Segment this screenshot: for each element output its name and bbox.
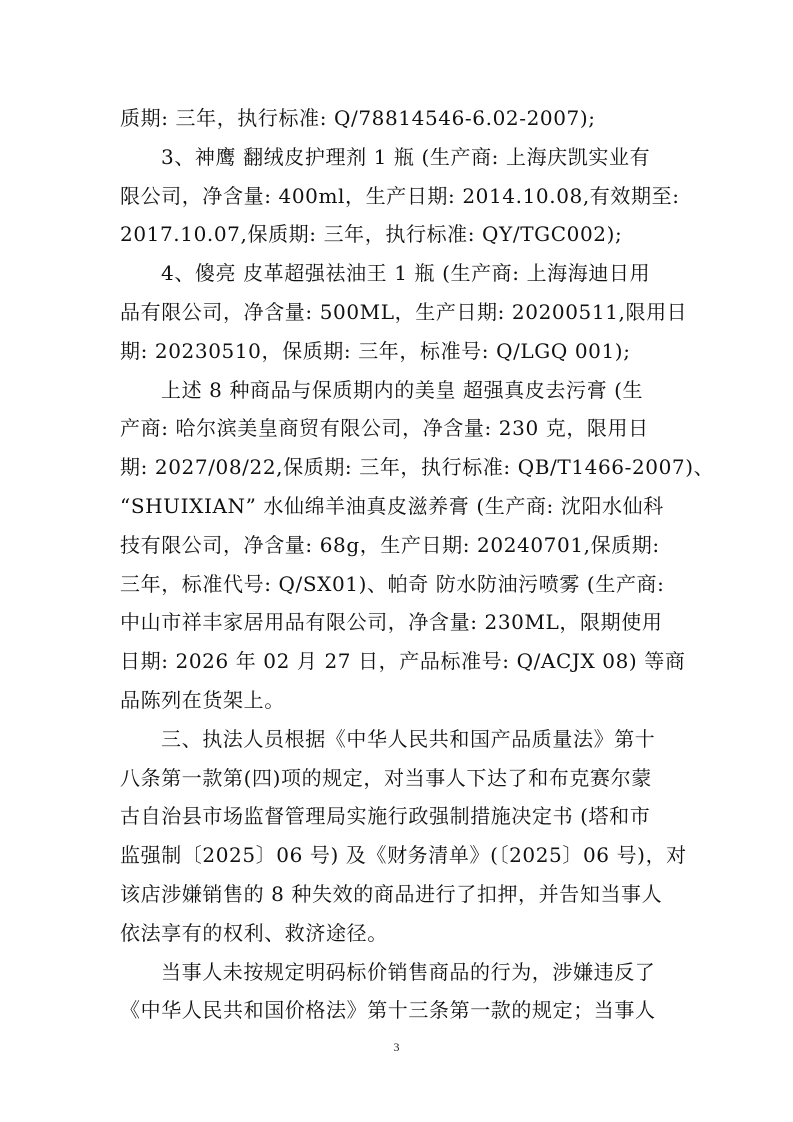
- text-line-19: 古自治县市场监督管理局实施行政强制措施决定书 (塔和市: [120, 804, 651, 829]
- text-line-8: 上述 8 种商品与保质期内的美皇 超强真皮去污膏 (生: [161, 377, 644, 402]
- text-line-12: 技有限公司，净含量: 68g，生产日期: 20240701,保质期:: [120, 532, 660, 557]
- text-line-21: 该店涉嫌销售的 8 种失效的商品进行了扣押，并告知当事人: [120, 881, 663, 906]
- text-line-23: 当事人未按规定明码标价销售商品的行为，涉嫌违反了: [161, 959, 656, 984]
- text-line-22: 依法享有的权利、救济途径。: [120, 920, 388, 945]
- text-line-24: 《中华人民共和国价格法》第十三条第一款的规定；当事人: [120, 998, 656, 1023]
- text-line-18: 八条第一款第(四)项的规定，对当事人下达了和布克赛尔蒙: [120, 765, 652, 790]
- text-line-6: 品有限公司，净含量: 500ML，生产日期: 20200511,限用日: [120, 299, 688, 324]
- text-line-1: 质期: 三年，执行标准: Q/78814546-6.02-2007);: [120, 106, 596, 130]
- text-line-4: 2017.10.07,保质期: 三年，执行标准: QY/TGC002);: [120, 222, 623, 247]
- text-line-15: 日期: 2026 年 02 月 27 日，产品标准号: Q/ACJX 08) 等商: [120, 649, 686, 674]
- text-line-17: 三、执法人员根据《中华人民共和国产品质量法》第十: [161, 726, 656, 751]
- text-line-20: 监强制〔2025〕06 号) 及《财务清单》(〔2025〕06 号)，对: [120, 843, 687, 868]
- text-line-2: 3、神鹰 翻绒皮护理剂 1 瓶 (生产商: 上海庆凯实业有: [161, 144, 651, 169]
- text-line-16: 品陈列在货架上。: [120, 687, 285, 712]
- text-line-7: 期: 20230510，保质期: 三年，标准号: Q/LGQ 001);: [120, 338, 631, 363]
- text-line-14: 中山市祥丰家居用品有限公司，净含量: 230ML，限期使用: [120, 610, 663, 635]
- text-line-9: 产商: 哈尔滨美皇商贸有限公司，净含量: 230 克，限用日: [120, 416, 649, 441]
- text-line-3: 限公司，净含量: 400ml，生产日期: 2014.10.08,有效期至:: [120, 183, 680, 208]
- text-line-11: “SHUIXIAN” 水仙绵羊油真皮滋养膏 (生产商: 沈阳水仙科: [120, 493, 664, 518]
- text-line-10: 期: 2027/08/22,保质期: 三年，执行标准: QB/T1466-2007)、: [120, 455, 715, 480]
- text-line-5: 4、傻亮 皮革超强祛油王 1 瓶 (生产商: 上海海迪日用: [161, 261, 651, 286]
- document-body: [120, 99, 715, 1030]
- text-line-13: 三年，标准代号: Q/SX01)、帕奇 防水防油污喷雾 (生产商:: [120, 571, 665, 596]
- page-number: 3: [393, 1040, 400, 1054]
